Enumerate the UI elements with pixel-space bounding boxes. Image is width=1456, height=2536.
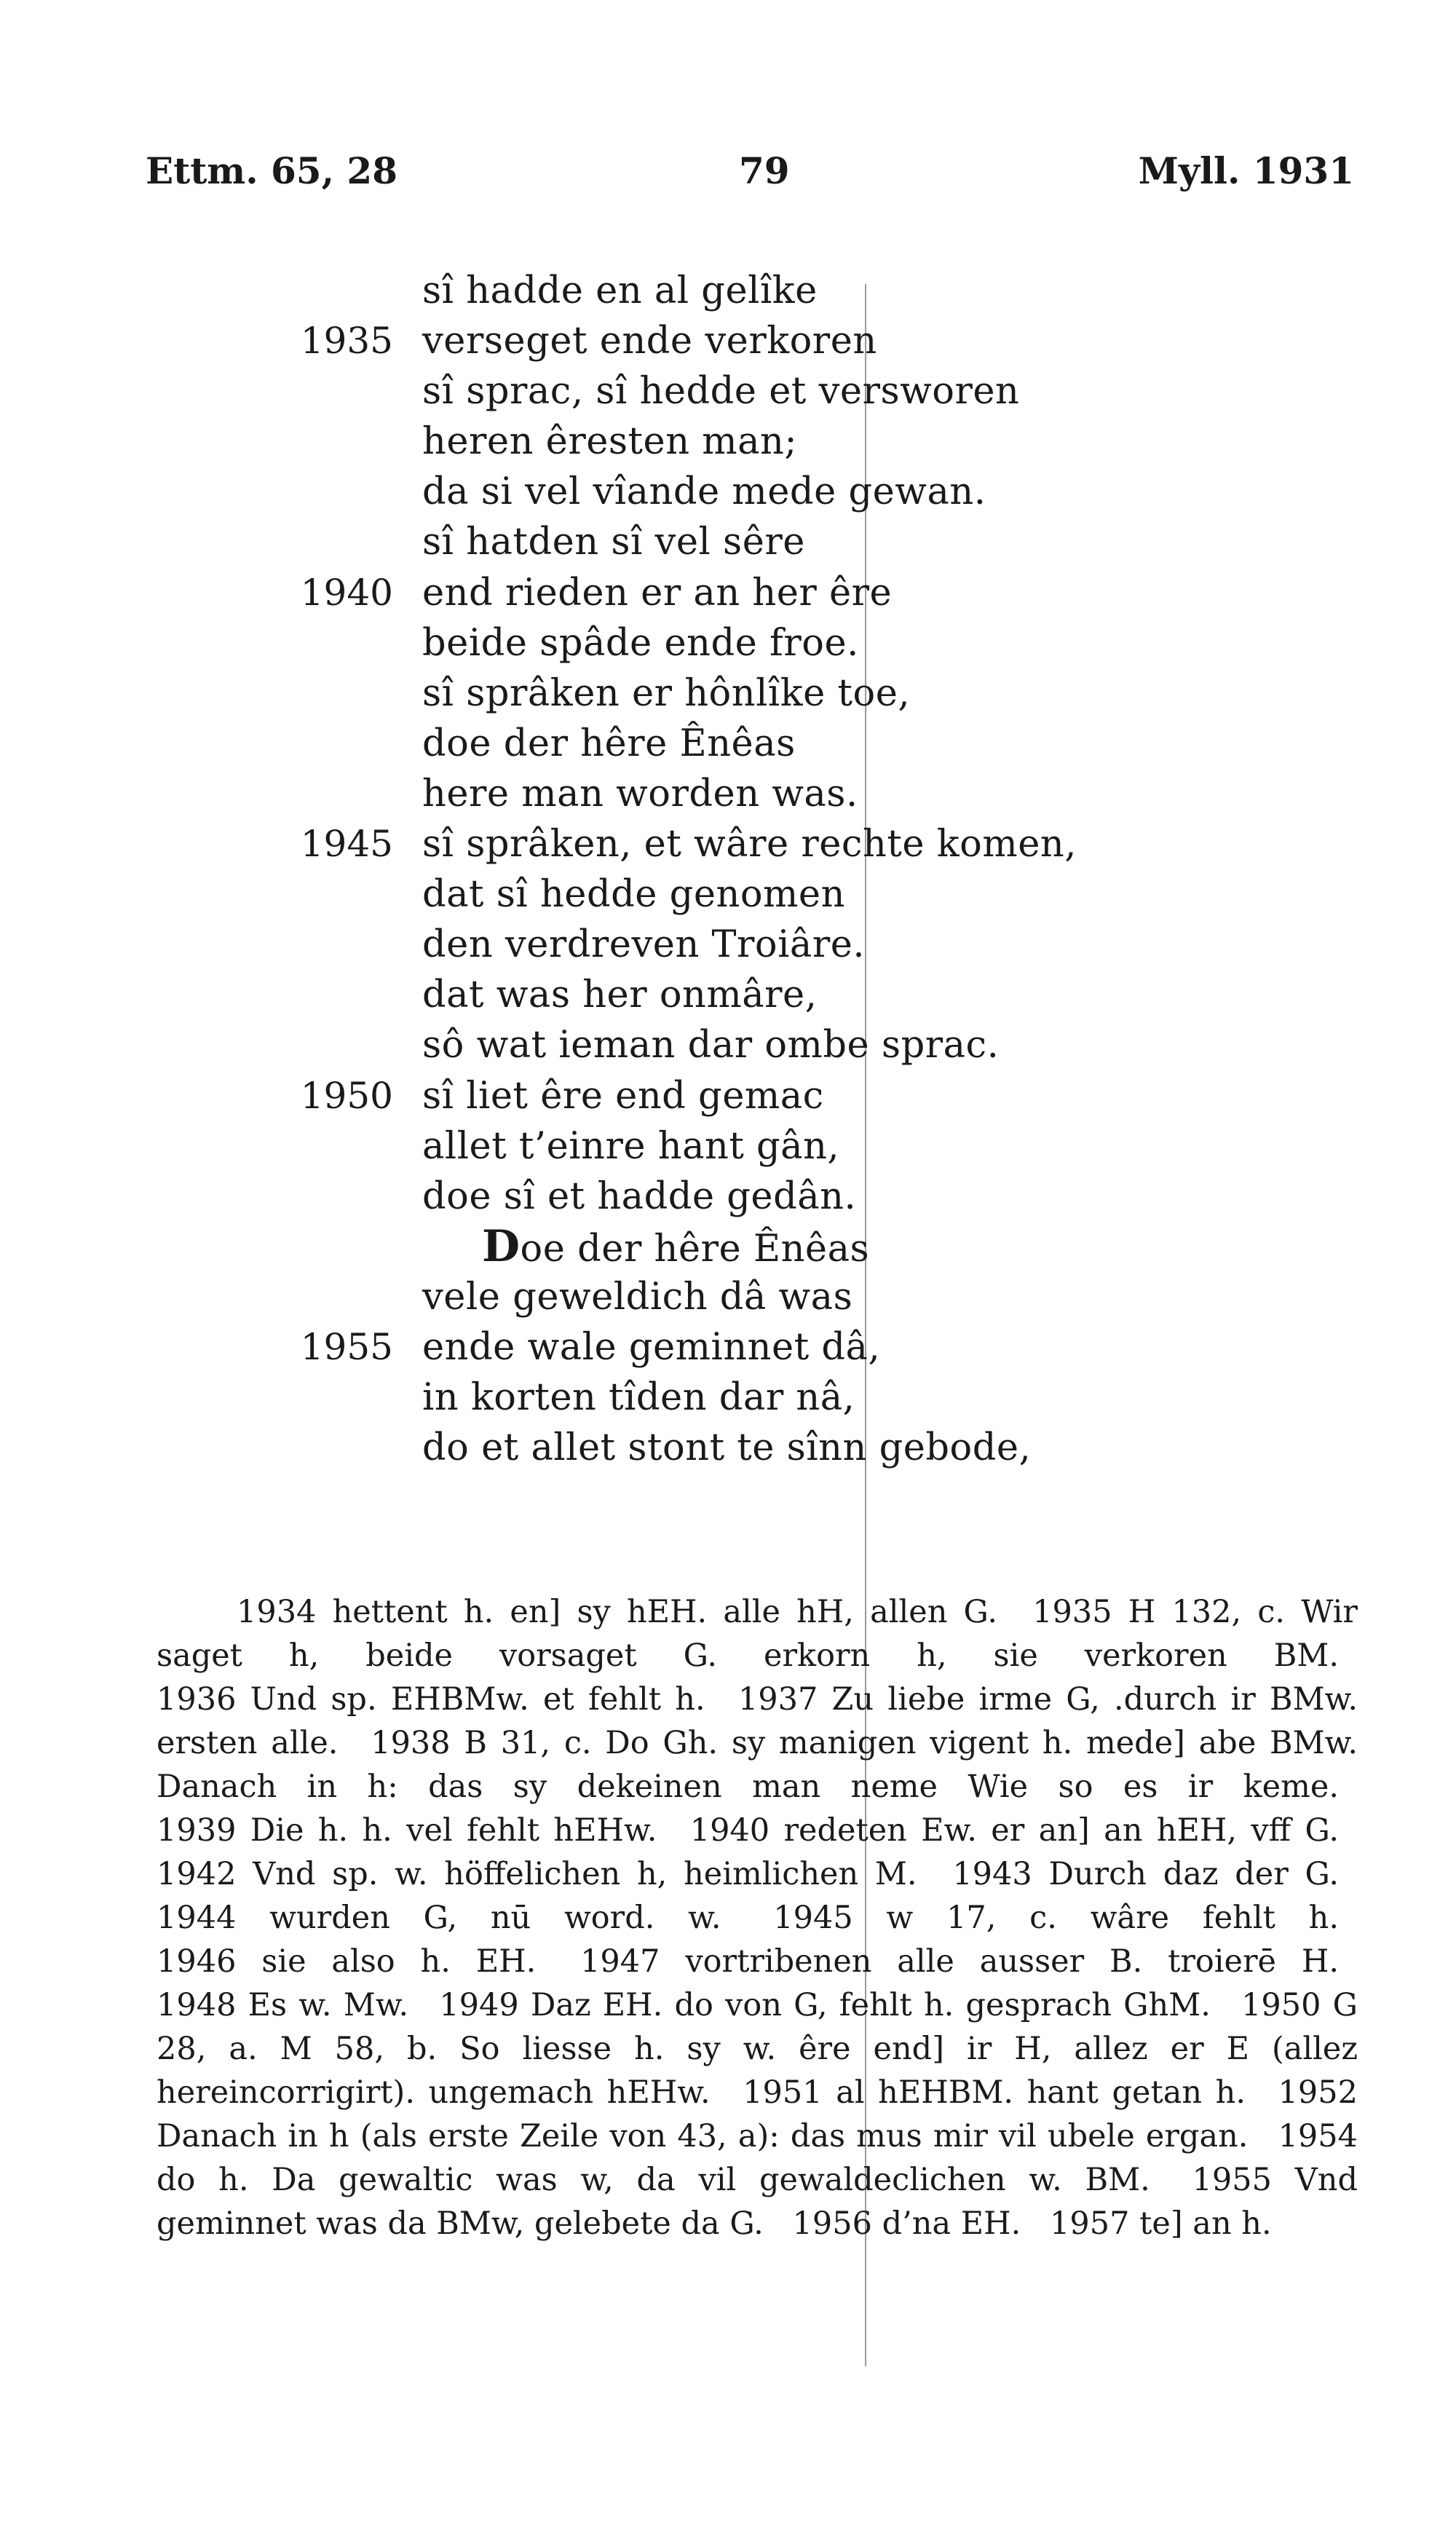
verse-line [277,1423,1369,1473]
verse-line [277,517,1369,567]
verse-text: beide spâde ende froe. [422,621,859,665]
critical-apparatus [157,1590,1358,2245]
verse-line [277,1020,1369,1070]
verse-text: sî sprac, sî hedde et versworen [422,370,1020,414]
line-number: 1940 [300,571,393,614]
verse-line [277,668,1369,719]
verse-text: sô wat ieman dar ombe sprac. [422,1024,1000,1067]
apparatus-note: 1955 Vnd geminnet was da BMw, gelebete da G. [157,2162,1358,2242]
line-number: 1945 [300,823,393,866]
verse-line [277,1372,1369,1423]
verse-block [277,266,1369,1473]
verse-text: end rieden er an her êre [422,571,893,615]
verse-text: here man worden was. [422,772,858,815]
verse-line [277,568,1369,618]
apparatus-note: 1945 w 17, c. wâre fehlt h. [773,1900,1340,1936]
apparatus-note: 1937 Zu liebe irme G, .durch ir BMw. ersten alle. [157,1681,1358,1761]
apparatus-note: 1957 te] an h. [1050,2205,1272,2242]
verse-line [277,719,1369,769]
verse-line-section-start [277,1222,1369,1272]
verse-text: sî hadde en al gelîke [422,269,818,312]
verse-text: ende wale geminnet dâ, [422,1325,881,1369]
verse-line [277,970,1369,1020]
verse-line [277,1071,1369,1121]
apparatus-note: 1948 Es w. Mw. [157,1987,409,2023]
verse-text: Doe der hêre Ênêas [482,1220,870,1272]
header-left-reference: Ettm. 65, 28 [146,149,397,192]
apparatus-note: 1938 B 31, c. Do Gh. sy manigen vigent h. mede] abe BMw. Danach in h: das sy dekeinen man neme Wie so es ir keme. [157,1725,1358,1805]
verse-text: do et allet stont te sînn gebode, [422,1426,1032,1470]
header-right-reference: Myll. 1931 [1138,149,1354,192]
verse-text: dat sî hedde genomen [422,873,845,917]
apparatus-note: 1935 H 132, c. Wir saget h, beide vorsaget G. erkorn h, sie verkoren BM. [157,1594,1358,1674]
apparatus-note: 1942 Vnd sp. w. höffelichen h, heimlichen M. [157,1856,917,1892]
verse-text: allet t’einre hant gân, [422,1124,840,1168]
apparatus-note: 1934 hettent h. en] sy hEH. alle hH, allen G. [237,1594,998,1630]
verse-line [277,266,1369,316]
apparatus-note: 1954 do h. Da gewaltic was w, da vil gewaldeclichen w. BM. [157,2118,1358,2198]
apparatus-note: 1949 Daz EH. do von G, fehlt h. gesprach GhM. [439,1987,1211,2023]
running-header [146,149,1354,208]
verse-line [277,1322,1369,1372]
verse-text: doe der hêre Ênêas [422,722,796,765]
verse-line [277,769,1369,819]
verse-line [277,316,1369,366]
apparatus-note: 1956 d’na EH. [792,2205,1021,2242]
verse-text: dat was her onmâre, [422,973,818,1017]
verse-line [277,869,1369,920]
verse-text: in korten tîden dar nâ, [422,1376,855,1420]
verse-line [277,920,1369,970]
apparatus-paragraph [157,1590,1358,2245]
apparatus-note: 1936 Und sp. EHBMw. et fehlt h. [157,1681,705,1718]
verse-line [277,1172,1369,1222]
verse-text: sî hatden sî vel sêre [422,521,805,564]
apparatus-note: 1947 vortribenen alle ausser B. troierē H. [580,1943,1339,1980]
verse-text: vele geweldich dâ was [422,1275,853,1319]
apparatus-note: 1940 redeten Ew. er an] an hEH, vff G. [689,1812,1339,1849]
apparatus-note: 1944 wurden G, nū word. w. [157,1900,721,1936]
verse-text: heren êresten man; [422,420,798,464]
line-number: 1950 [300,1074,393,1117]
apparatus-note: 1952 Danach in h (als erste Zeile von 43, a): das mus mir vil ubele ergan. [157,2074,1358,2154]
verse-text: da si vel vîande mede gewan. [422,470,986,514]
verse-line [277,1272,1369,1322]
verse-line [277,416,1369,467]
apparatus-note: 1951 al hEHBM. hant getan h. [743,2074,1246,2111]
verse-line [277,819,1369,869]
apparatus-note: 1939 Die h. h. vel fehlt hEHw. [157,1812,657,1849]
verse-line [277,618,1369,668]
verse-text: doe sî et hadde gedân. [422,1174,857,1218]
verse-line [277,366,1369,416]
page-number: 79 [739,149,790,192]
verse-line [277,467,1369,517]
apparatus-note: 1943 Durch daz der G. [952,1856,1340,1892]
apparatus-note: 1946 sie also h. EH. [157,1943,537,1980]
verse-text: sî liet êre end gemac [422,1074,824,1118]
verse-text: sî sprâken, et wâre rechte komen, [422,823,1077,866]
verse-text: verseget ende verkoren [422,320,877,363]
verse-text: sî sprâken er hônlîke toe, [422,671,911,715]
verse-line [277,1121,1369,1172]
verse-text: den verdreven Troiâre. [422,923,866,967]
line-number: 1955 [300,1325,393,1368]
apparatus-note: 1950 G 28, a. M 58, b. So liesse h. sy w. êre end] ir H, allez er E (allez hereincorrigirt). ungemach hEHw. [157,1987,1358,2111]
line-number: 1935 [300,320,393,363]
